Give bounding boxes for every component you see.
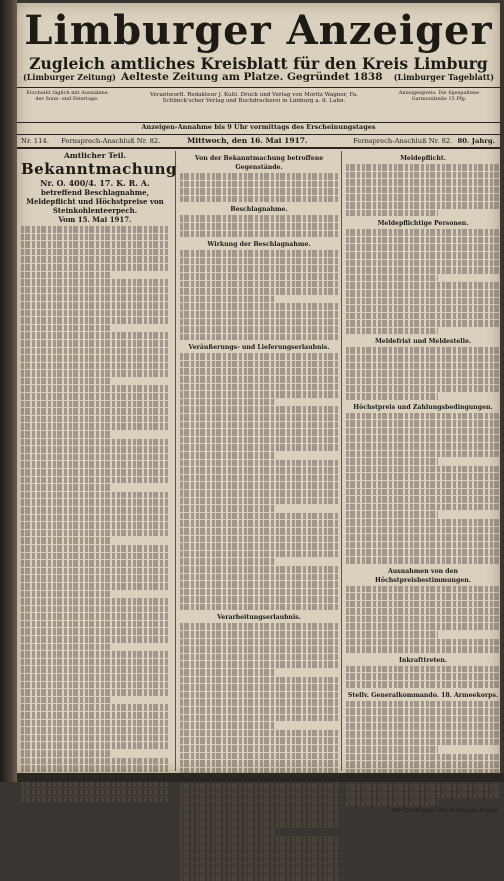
text-block bbox=[180, 215, 338, 237]
text-line bbox=[21, 613, 169, 620]
text-line bbox=[180, 829, 275, 836]
text-line bbox=[346, 466, 500, 473]
text-line bbox=[21, 431, 110, 438]
text-line bbox=[346, 328, 438, 335]
text-line bbox=[180, 692, 338, 699]
text-line bbox=[346, 739, 500, 746]
article-date: Vom 15. Mai 1917. bbox=[58, 215, 132, 224]
text-line bbox=[346, 496, 500, 503]
text-block bbox=[346, 413, 500, 564]
masthead-tagline bbox=[17, 71, 500, 85]
heading-processing-permit: Verarbeitungserlaubnis. bbox=[217, 614, 301, 622]
issue-line bbox=[17, 135, 500, 149]
text-line bbox=[180, 384, 338, 391]
text-line bbox=[180, 558, 275, 565]
text-line bbox=[21, 659, 169, 666]
text-line bbox=[180, 173, 338, 180]
text-line bbox=[346, 549, 500, 556]
text-line bbox=[180, 215, 338, 222]
text-line bbox=[21, 279, 169, 286]
text-line bbox=[346, 673, 500, 680]
text-line bbox=[21, 712, 169, 719]
text-line bbox=[21, 735, 169, 742]
text-line bbox=[346, 623, 500, 630]
text-line bbox=[346, 428, 500, 435]
text-line bbox=[180, 376, 338, 383]
text-block bbox=[346, 347, 500, 399]
text-line bbox=[180, 623, 338, 630]
text-block bbox=[346, 164, 500, 216]
text-line bbox=[21, 272, 110, 279]
text-line bbox=[346, 511, 438, 518]
text-line bbox=[21, 727, 169, 734]
text-line bbox=[21, 636, 169, 643]
column-2 bbox=[175, 151, 338, 771]
text-line bbox=[21, 317, 169, 324]
text-line bbox=[346, 754, 500, 761]
issue-number: Nr. 114. bbox=[21, 137, 49, 145]
publisher-info: Verantwortl. Redakteur J. Kuhl. Druck und Verlag von Moritz Wagner, Fa. Schlinck'scher Verlag und Buchdruckerei in Limburg a. d. Lahn. bbox=[150, 92, 358, 104]
text-line bbox=[21, 765, 169, 772]
article-body bbox=[21, 226, 169, 802]
text-line bbox=[21, 545, 169, 552]
text-line bbox=[21, 378, 110, 385]
text-line bbox=[346, 681, 500, 688]
text-line bbox=[180, 866, 338, 873]
text-line bbox=[21, 355, 169, 362]
text-line bbox=[346, 746, 438, 753]
text-line bbox=[346, 413, 500, 420]
newspaper-subtitle: Zugleich amtliches Kreisblatt für den Kreis Limburg bbox=[29, 54, 488, 73]
text-line bbox=[21, 796, 169, 803]
text-line bbox=[346, 378, 500, 385]
text-line bbox=[180, 798, 338, 805]
text-line bbox=[21, 477, 169, 484]
ad-price-info: Anzeigenpreis: Die 6gespaltene Garmondzeile 15 Pfg. bbox=[398, 90, 480, 102]
text-line bbox=[180, 813, 338, 820]
text-line bbox=[21, 249, 169, 256]
text-line bbox=[180, 669, 275, 676]
text-line bbox=[180, 475, 338, 482]
text-line bbox=[180, 536, 338, 543]
text-line bbox=[346, 799, 438, 806]
column-3 bbox=[341, 151, 500, 814]
heading-reporting-persons: Meldepflichtige Personen. bbox=[377, 220, 469, 228]
text-line bbox=[180, 581, 338, 588]
text-line bbox=[346, 237, 500, 244]
text-line bbox=[180, 414, 338, 421]
text-line bbox=[346, 527, 500, 534]
text-line bbox=[180, 303, 338, 310]
text-line bbox=[21, 363, 169, 370]
text-line bbox=[180, 783, 338, 790]
text-block bbox=[346, 666, 500, 688]
text-line bbox=[180, 631, 338, 638]
text-line bbox=[346, 646, 500, 653]
text-line bbox=[21, 742, 169, 749]
text-line bbox=[346, 298, 500, 305]
text-line bbox=[180, 684, 338, 691]
text-line bbox=[346, 608, 500, 615]
text-block bbox=[180, 173, 338, 202]
text-line bbox=[180, 311, 338, 318]
text-line bbox=[180, 730, 338, 737]
text-line bbox=[346, 370, 500, 377]
text-line bbox=[180, 737, 338, 744]
text-line bbox=[346, 631, 438, 638]
volume-year: 80. Jahrg. bbox=[457, 137, 495, 145]
text-line bbox=[180, 482, 338, 489]
text-line bbox=[346, 229, 500, 236]
text-line bbox=[346, 616, 500, 623]
text-line bbox=[180, 574, 338, 581]
text-line bbox=[180, 753, 338, 760]
page-binding-edge bbox=[0, 0, 17, 782]
text-line bbox=[346, 586, 500, 593]
text-line bbox=[21, 621, 169, 628]
text-line bbox=[21, 393, 169, 400]
text-line bbox=[346, 731, 500, 738]
text-line bbox=[346, 347, 500, 354]
text-line bbox=[180, 505, 275, 512]
text-line bbox=[21, 370, 169, 377]
text-line bbox=[180, 513, 338, 520]
text-line bbox=[21, 332, 169, 339]
text-line bbox=[346, 252, 500, 259]
text-line bbox=[21, 385, 169, 392]
text-line bbox=[180, 429, 338, 436]
text-line bbox=[346, 481, 500, 488]
text-line bbox=[180, 265, 338, 272]
text-line bbox=[21, 598, 169, 605]
text-line bbox=[21, 537, 110, 544]
text-line bbox=[346, 260, 500, 267]
text-line bbox=[21, 408, 169, 415]
text-line bbox=[346, 267, 500, 274]
text-line bbox=[21, 704, 169, 711]
text-line bbox=[180, 639, 338, 646]
text-line bbox=[346, 458, 438, 465]
text-line bbox=[346, 435, 500, 442]
text-line bbox=[180, 223, 338, 230]
text-line bbox=[21, 515, 169, 522]
text-line bbox=[21, 583, 169, 590]
text-line bbox=[180, 353, 338, 360]
text-line bbox=[180, 745, 338, 752]
text-line bbox=[21, 340, 169, 347]
text-line bbox=[21, 591, 110, 598]
text-line bbox=[180, 520, 338, 527]
text-line bbox=[180, 874, 338, 881]
heading-seizure: Beschlagnahme. bbox=[230, 206, 288, 214]
ad-deadline-strip: Anzeigen-Annahme bis 9 Uhr vormittags des Erscheinungstages bbox=[17, 123, 500, 135]
text-line bbox=[21, 439, 169, 446]
text-line bbox=[346, 164, 500, 171]
publication-schedule: Erscheint täglich mit Ausnahme der Sonn- und Feiertage. bbox=[26, 90, 108, 102]
text-line bbox=[346, 701, 500, 708]
text-line bbox=[21, 682, 169, 689]
text-line bbox=[180, 368, 338, 375]
signature-command: Stellv. Generalkommando. 18. Armeekorps. bbox=[347, 691, 499, 699]
text-line bbox=[21, 348, 169, 355]
text-block bbox=[180, 250, 338, 340]
text-block bbox=[346, 586, 500, 653]
text-line bbox=[180, 288, 338, 295]
heading-max-price: Höchstpreis und Zahlungsbedingungen. bbox=[353, 403, 493, 411]
text-block bbox=[180, 623, 338, 880]
text-line bbox=[346, 393, 438, 400]
text-line bbox=[180, 661, 338, 668]
text-line bbox=[180, 444, 338, 451]
text-line bbox=[21, 651, 169, 658]
phone-left: Fernsprech-Anschluß Nr. 82. bbox=[61, 137, 161, 145]
heading-affected-goods: Von der Bekanntmachung betroffene Gegenstände. bbox=[194, 155, 324, 171]
text-line bbox=[346, 473, 500, 480]
heading-exceptions: Ausnahmen von den Höchstpreisbestimmungen. bbox=[375, 567, 471, 584]
text-line bbox=[180, 490, 338, 497]
text-line bbox=[21, 689, 169, 696]
text-line bbox=[180, 646, 338, 653]
text-line bbox=[21, 302, 169, 309]
text-block bbox=[346, 701, 500, 806]
left-tag: (Limburger Zeitung) bbox=[23, 72, 116, 82]
text-line bbox=[21, 234, 169, 241]
text-line bbox=[180, 437, 338, 444]
text-line bbox=[21, 553, 169, 560]
text-line bbox=[346, 282, 500, 289]
text-line bbox=[346, 443, 500, 450]
article-headline: Bekanntmachung bbox=[21, 160, 178, 178]
heading-effective-date: Inkrafttreten. bbox=[399, 656, 447, 664]
text-line bbox=[346, 666, 500, 673]
section-heading: Amtlicher Teil. bbox=[63, 151, 127, 160]
masthead bbox=[17, 9, 500, 73]
info-bar bbox=[17, 87, 500, 123]
text-line bbox=[180, 296, 275, 303]
text-line bbox=[21, 606, 169, 613]
text-line bbox=[180, 699, 338, 706]
text-line bbox=[180, 806, 338, 813]
text-line bbox=[346, 313, 500, 320]
issue-date: Mittwoch, den 16. Mai 1917. bbox=[187, 136, 308, 145]
text-line bbox=[180, 196, 338, 203]
text-line bbox=[180, 406, 338, 413]
text-line bbox=[346, 194, 500, 201]
text-line bbox=[346, 385, 500, 392]
text-line bbox=[346, 708, 500, 715]
signature-chairman: Der Vorsitzende des Kreisausschusses. bbox=[391, 807, 500, 814]
text-line bbox=[180, 851, 338, 858]
text-line bbox=[180, 677, 338, 684]
text-line bbox=[21, 507, 169, 514]
text-line bbox=[346, 792, 500, 799]
text-line bbox=[346, 504, 500, 511]
text-line bbox=[21, 530, 169, 537]
text-line bbox=[21, 720, 169, 727]
text-line bbox=[21, 492, 169, 499]
text-line bbox=[180, 326, 338, 333]
text-line bbox=[346, 320, 500, 327]
text-line bbox=[346, 761, 500, 768]
text-line bbox=[346, 275, 438, 282]
text-line bbox=[21, 241, 169, 248]
text-line bbox=[180, 791, 338, 798]
phone-right: Fernsprech-Anschluß Nr. 82. bbox=[353, 137, 453, 145]
text-line bbox=[21, 499, 169, 506]
text-line bbox=[346, 639, 500, 646]
article-subheadline: betreffend Beschlagnahme, Meldepflicht und Höchstpreise von Steinkohlenteerpech. bbox=[26, 188, 164, 215]
text-line bbox=[21, 310, 169, 317]
text-line bbox=[180, 319, 338, 326]
text-line bbox=[180, 821, 338, 828]
newspaper-title: Limburger Anzeiger bbox=[24, 7, 493, 54]
text-block bbox=[346, 229, 500, 334]
text-line bbox=[346, 420, 500, 427]
text-line bbox=[180, 281, 338, 288]
text-line bbox=[180, 181, 338, 188]
text-line bbox=[21, 674, 169, 681]
text-line bbox=[180, 399, 275, 406]
text-line bbox=[21, 294, 169, 301]
text-line bbox=[21, 461, 169, 468]
text-line bbox=[21, 758, 169, 765]
decree-number: Nr. O. 400/4. 17. K. R. A. bbox=[40, 178, 150, 188]
text-line bbox=[180, 543, 338, 550]
text-line bbox=[21, 264, 169, 271]
text-line bbox=[21, 666, 169, 673]
text-line bbox=[21, 469, 169, 476]
text-line bbox=[180, 654, 338, 661]
text-line bbox=[346, 542, 500, 549]
text-line bbox=[346, 593, 500, 600]
text-line bbox=[180, 391, 338, 398]
text-line bbox=[180, 715, 338, 722]
text-line bbox=[180, 273, 338, 280]
text-line bbox=[180, 452, 275, 459]
page-bottom-edge bbox=[17, 773, 504, 782]
heading-sale-permit: Veräußerungs- und Lieferungserlaubnis. bbox=[188, 344, 330, 352]
text-line bbox=[180, 460, 338, 467]
text-line bbox=[180, 760, 338, 767]
text-line bbox=[346, 290, 500, 297]
text-line bbox=[21, 416, 169, 423]
text-line bbox=[180, 188, 338, 195]
text-line bbox=[346, 601, 500, 608]
text-line bbox=[21, 423, 169, 430]
text-line bbox=[346, 489, 500, 496]
text-line bbox=[21, 697, 110, 704]
text-line bbox=[180, 498, 338, 505]
text-line bbox=[21, 287, 169, 294]
text-block bbox=[180, 353, 338, 610]
text-line bbox=[21, 560, 169, 567]
text-line bbox=[346, 244, 500, 251]
text-line bbox=[21, 575, 169, 582]
heading-reporting-duty: Meldepflicht. bbox=[400, 155, 446, 162]
text-line bbox=[346, 534, 500, 541]
text-line bbox=[346, 187, 500, 194]
text-line bbox=[21, 628, 169, 635]
text-line bbox=[21, 401, 169, 408]
text-line bbox=[21, 454, 169, 461]
text-line bbox=[21, 788, 169, 795]
text-line bbox=[346, 784, 500, 791]
text-line bbox=[346, 305, 500, 312]
text-line bbox=[180, 707, 338, 714]
text-line bbox=[180, 528, 338, 535]
text-line bbox=[180, 566, 338, 573]
text-line bbox=[21, 325, 110, 332]
text-line bbox=[346, 179, 500, 186]
text-line bbox=[180, 422, 338, 429]
slogan: Aelteste Zeitung am Platze. Gegründet 1838 bbox=[121, 71, 383, 83]
text-line bbox=[21, 522, 169, 529]
text-line bbox=[180, 596, 338, 603]
text-line bbox=[21, 750, 110, 757]
text-line bbox=[180, 589, 338, 596]
text-line bbox=[180, 258, 338, 265]
text-line bbox=[346, 519, 500, 526]
text-line bbox=[180, 859, 338, 866]
text-line bbox=[346, 723, 500, 730]
text-line bbox=[346, 210, 438, 217]
text-line bbox=[346, 557, 500, 564]
heading-effect-of-seizure: Wirkung der Beschlagnahme. bbox=[207, 241, 311, 249]
text-line bbox=[346, 202, 500, 209]
text-line bbox=[180, 231, 338, 238]
heading-deadline: Meldefrist und Meldestelle. bbox=[374, 338, 472, 346]
text-line bbox=[21, 644, 110, 651]
text-line bbox=[21, 446, 169, 453]
text-line bbox=[180, 250, 338, 257]
text-line bbox=[180, 844, 338, 851]
text-line bbox=[21, 256, 169, 263]
text-line bbox=[346, 363, 500, 370]
text-line bbox=[21, 226, 169, 233]
text-line bbox=[180, 836, 338, 843]
column-1 bbox=[21, 151, 178, 771]
text-line bbox=[346, 716, 500, 723]
text-line bbox=[346, 355, 500, 362]
text-line bbox=[180, 722, 275, 729]
right-tag: (Limburger Tageblatt) bbox=[393, 72, 494, 82]
text-line bbox=[180, 467, 338, 474]
text-line bbox=[180, 361, 338, 368]
text-line bbox=[180, 334, 338, 341]
text-line bbox=[180, 551, 338, 558]
text-line bbox=[21, 484, 110, 491]
text-line bbox=[21, 568, 169, 575]
text-line bbox=[346, 451, 500, 458]
newspaper-page bbox=[17, 3, 500, 814]
text-line bbox=[346, 172, 500, 179]
text-line bbox=[180, 604, 338, 611]
